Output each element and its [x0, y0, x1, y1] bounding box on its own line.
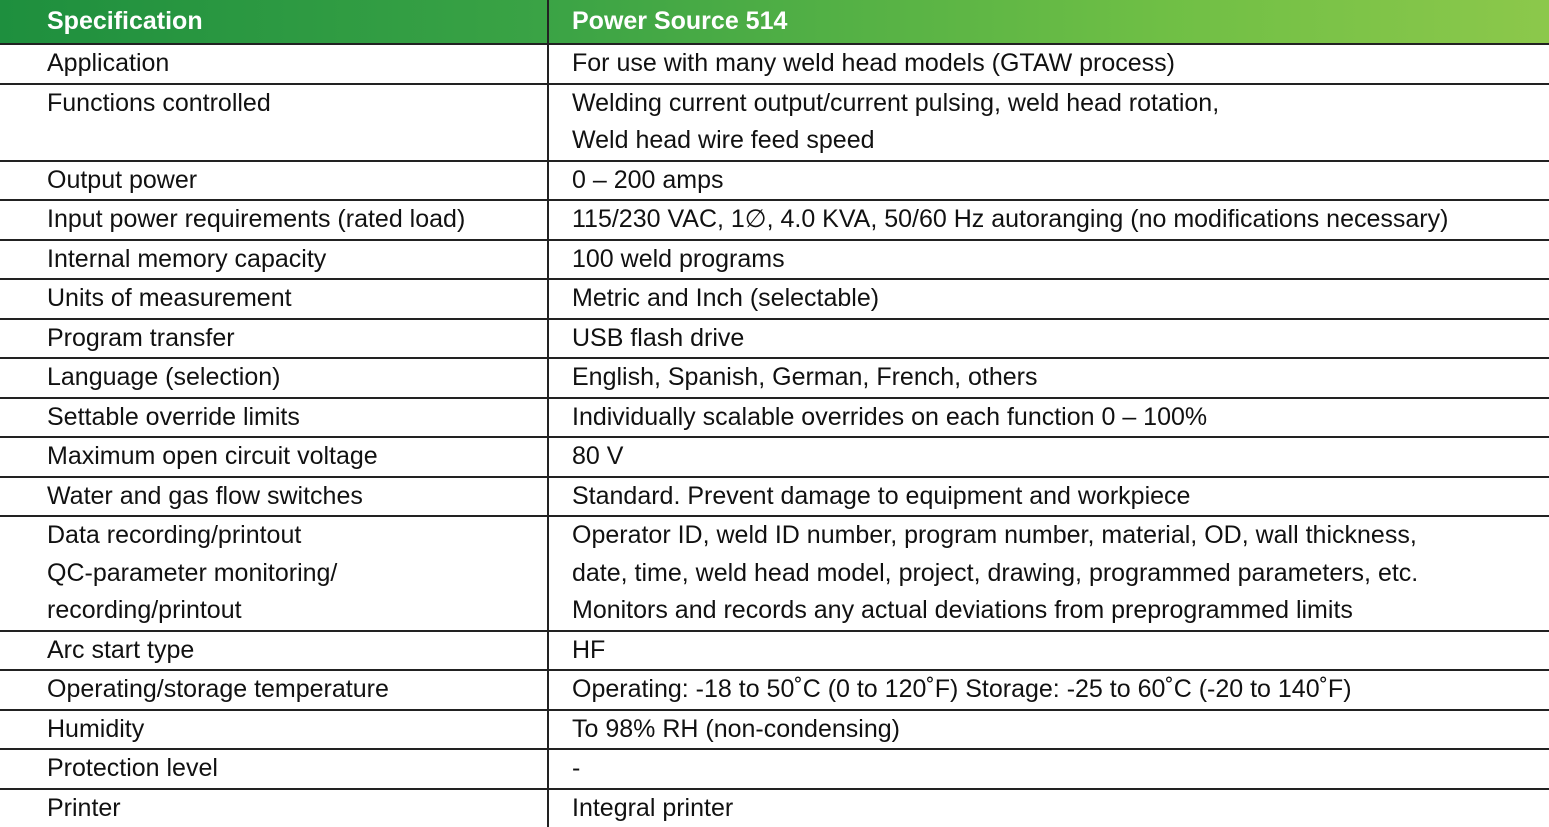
spec-name: Humidity	[47, 711, 547, 749]
spec-value: Integral printer	[572, 790, 1549, 827]
spec-value-cell	[548, 437, 1549, 477]
spec-value-cell	[548, 516, 1549, 631]
spec-value-cell	[548, 749, 1549, 789]
spec-name: recording/printout	[47, 592, 547, 630]
spec-value: USB flash drive	[572, 320, 1549, 358]
spec-value-cell	[548, 631, 1549, 671]
header-spec: Specification	[0, 0, 548, 44]
table-row	[0, 84, 1549, 161]
table-row	[0, 279, 1549, 319]
spec-name: QC-parameter monitoring/	[47, 555, 547, 593]
spec-name-cell	[0, 516, 548, 631]
spec-value-cell	[548, 358, 1549, 398]
table-row	[0, 631, 1549, 671]
spec-name: Protection level	[47, 750, 547, 788]
spec-name: Input power requirements (rated load)	[47, 201, 547, 239]
spec-name: Settable override limits	[47, 399, 547, 437]
spec-value: Operator ID, weld ID number, program number, material, OD, wall thickness,	[572, 517, 1549, 555]
spec-value: 0 – 200 amps	[572, 162, 1549, 200]
spec-name-cell	[0, 710, 548, 750]
spec-name: Program transfer	[47, 320, 547, 358]
spec-value: -	[572, 750, 1549, 788]
spec-value: English, Spanish, German, French, others	[572, 359, 1549, 397]
spec-value-cell	[548, 398, 1549, 438]
spec-value: HF	[572, 632, 1549, 670]
table-row	[0, 358, 1549, 398]
spec-name-cell	[0, 279, 548, 319]
spec-value-cell	[548, 710, 1549, 750]
spec-value: 100 weld programs	[572, 241, 1549, 279]
spec-value-cell	[548, 44, 1549, 84]
spec-name: Data recording/printout	[47, 517, 547, 555]
spec-name-cell	[0, 240, 548, 280]
spec-value-cell	[548, 670, 1549, 710]
table-row	[0, 398, 1549, 438]
table-row	[0, 789, 1549, 827]
spec-rows	[0, 44, 1549, 827]
spec-value: 80 V	[572, 438, 1549, 476]
spec-name: Maximum open circuit voltage	[47, 438, 547, 476]
table-row	[0, 161, 1549, 201]
table-row	[0, 319, 1549, 359]
spec-name: Language (selection)	[47, 359, 547, 397]
spec-value-cell	[548, 240, 1549, 280]
spec-value: Operating: -18 to 50˚C (0 to 120˚F) Storage: -25 to 60˚C (-20 to 140˚F)	[572, 671, 1549, 709]
spec-name: Application	[47, 45, 547, 83]
spec-name: Output power	[47, 162, 547, 200]
spec-value-cell	[548, 279, 1549, 319]
table-row	[0, 240, 1549, 280]
spec-value: Welding current output/current pulsing, weld head rotation,	[572, 85, 1549, 123]
spec-value: Weld head wire feed speed	[572, 122, 1549, 160]
table-row	[0, 44, 1549, 84]
spec-value: Individually scalable overrides on each function 0 – 100%	[572, 399, 1549, 437]
spec-value-cell	[548, 84, 1549, 161]
spec-name-cell	[0, 44, 548, 84]
spec-name-cell	[0, 670, 548, 710]
spec-name: Water and gas flow switches	[47, 478, 547, 516]
spec-name-cell	[0, 789, 548, 827]
spec-value: For use with many weld head models (GTAW process)	[572, 45, 1549, 83]
spec-value-cell	[548, 200, 1549, 240]
spec-name: Units of measurement	[47, 280, 547, 318]
spec-name: Operating/storage temperature	[47, 671, 547, 709]
header-value: Power Source 514	[548, 0, 1549, 44]
spec-name-cell	[0, 84, 548, 161]
spec-name-cell	[0, 477, 548, 517]
spec-value-cell	[548, 789, 1549, 827]
spec-value: Metric and Inch (selectable)	[572, 280, 1549, 318]
header-row	[0, 0, 1549, 44]
spec-name-cell	[0, 319, 548, 359]
table-row	[0, 710, 1549, 750]
spec-value: date, time, weld head model, project, drawing, programmed parameters, etc.	[572, 555, 1549, 593]
spec-value: To 98% RH (non-condensing)	[572, 711, 1549, 749]
spec-name-cell	[0, 358, 548, 398]
table-row	[0, 200, 1549, 240]
spec-name-cell	[0, 398, 548, 438]
table-row	[0, 516, 1549, 631]
spec-name: Printer	[47, 790, 547, 827]
spec-name-cell	[0, 749, 548, 789]
table-row	[0, 749, 1549, 789]
table-row	[0, 670, 1549, 710]
spec-name-cell	[0, 631, 548, 671]
spec-name-cell	[0, 161, 548, 201]
spec-name: Functions controlled	[47, 85, 547, 123]
spec-value: Standard. Prevent damage to equipment and workpiece	[572, 478, 1549, 516]
spec-name: Arc start type	[47, 632, 547, 670]
spec-name: Internal memory capacity	[47, 241, 547, 279]
spec-value-cell	[548, 161, 1549, 201]
spec-name-cell	[0, 200, 548, 240]
spec-value-cell	[548, 319, 1549, 359]
table-row	[0, 477, 1549, 517]
spec-value-cell	[548, 477, 1549, 517]
spec-name-cell	[0, 437, 548, 477]
spec-value: Monitors and records any actual deviations from preprogrammed limits	[572, 592, 1549, 630]
table-row	[0, 437, 1549, 477]
spec-value: 115/230 VAC, 1∅, 4.0 KVA, 50/60 Hz autoranging (no modifications necessary)	[572, 201, 1549, 239]
